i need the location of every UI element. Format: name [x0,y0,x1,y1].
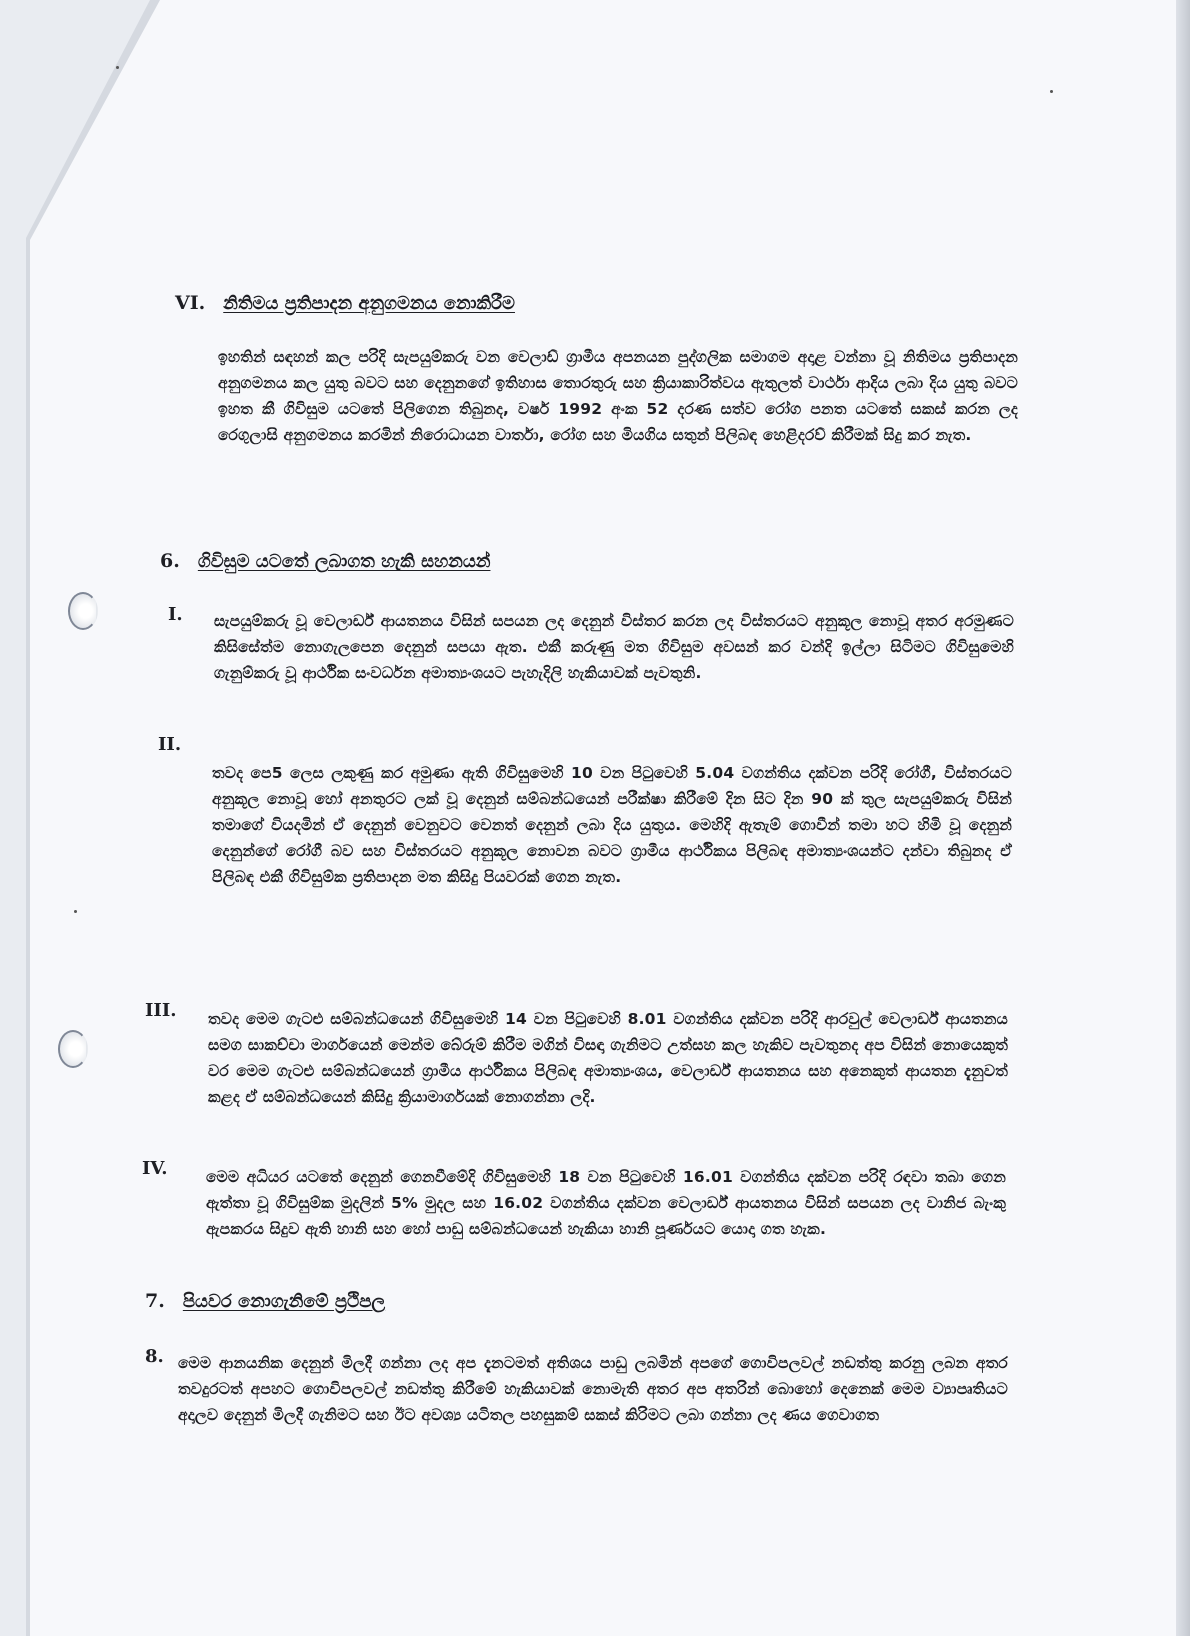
item-number: I. [168,604,183,625]
item-text: මෙම ආනයනික දෙනුන් මිලදී ගන්නා ලද අප දැනටමත් අතිශය පාඩු ලබමින් අපගේ ගොවිපලවල් නඩත්තු කරනු ලබන අතර තවදුරටත් අපහට ගොවිපලවල් නඩත්තු කිරීමේ හැකියාවක් නොමැති අතර අප අතරින් බොහෝ දෙනෙක් මෙම ව්‍යාපෘතියට අදාලව දෙනුන් මිලදී ගැනිමට සහ ඊට අවශ්‍ය යටිතල පහසුකම් සකස් කිරිමට ලබා ගන්නා ලද ණය ගෙවාගත [178,1354,1008,1424]
section-vi-body: ඉහතින් සඳහන් කල පරිදි සැපයුම්කරු වන වෙලාඩ් ග්‍රාමීය අපනයන පුද්ගලික සමාගම අදාළ වන්නා වූ නිතිමය ප්‍රතිපාදන අනුගමනය කල යුතු බවට සහ දෙනුනගේ ඉතිහාස තොරතුරු සහ ක්‍රියාකාරිත්වය ඇතුලත් වාර්ථා ආදිය ලබා දිය යුතු බවට ඉහත කී ගිවිසුම යටතේ පිලිගෙන තිබුනද, වර්ෂ 1992 අංක 52 දරණ සත්ව රෝග පනත යටතේ සකස් කරන ලද රෙගුලාසි අනුගමනය කරමින් නිරොධායන වාර්තා, රෝග සහ මියගිය සතුන් පිලිබඳ හෙළිදරව් කිරීමක් සිදු කර නැත. [218,348,1018,444]
scan-speck [1050,90,1053,93]
section-6-heading [160,550,490,573]
section-vi-heading [175,292,515,315]
item-number: 8. [145,1346,164,1367]
item-number: II. [158,734,182,755]
section-title: ගිවිසුම යටතේ ලබාගත හැකි සහනයන් [197,551,491,572]
section-7-heading [145,1290,385,1313]
item-number: IV. [142,1158,168,1179]
scan-speck [74,910,77,913]
item-text: සැපයුම්කරු වූ වෙලාර්ඩ් ආයතනය විසින් සපයන ලද දෙනුන් විස්තර කරන ලද විස්තරයට අනුකූල නොවූ අතර අරමුණට කිසිසේත්ම නොගැලපෙන දෙනුන් සපයා ඇත. එකී කරුණු මත ගිවිසුම අවසන් කර වන්දි ඉල්ලා සිටිමට ගිවිසුමෙහි ගැනුම්කරු වූ ආර්ථික සංවර්ධන අමාත්‍යංශයට පැහැදිලි හැකියාවක් පැවතුනි. [214,612,1014,682]
punch-hole [68,592,98,630]
item-text: තවද මෙම ගැටළු සම්බන්ධයෙන් ගිවිසුමෙහි 14 වන පිටුවෙහි 8.01 වගන්තිය දක්වන පරිදි ආරවුල් වෙලාර්ඩ් ආයතනය සමග සාකච්චා මාර්ගයෙන් මෙන්ම බේරුම් කිරීම මගින් විසඳා ගැනිමට උත්සහ කල හැකිව පැවතුනද අප විසින් නොයෙකුත් වර මෙම ගැටළු සම්බන්ධයෙන් ග්‍රාමීය ආර්ථිකය පිලිබඳ අමාත්‍යංශය, වෙලාර්ඩ් ආයතනය සහ අනෙකුත් ආයතන දැනුවත් කළද ඒ සම්බන්ධයෙන් කිසිදු ක්‍රියාමාර්ගයක් නොගන්නා ලදි. [208,1010,1008,1106]
section-number: 6. [160,550,180,572]
item-text: මෙම අධියර යටතේ දෙනුන් ගෙනවීමේදි ගිවිසුමෙහි 18 වන පිටුවෙහි 16.01 වගන්තිය දක්වන පරිදි රඳවා තබා ගෙන ඇත්තා වූ ගිවිසුම්ක මුදලින් 5% මුදල සහ 16.02 වගන්තිය දක්වන වෙලාර්ඩ් ආයතනය විසින් සපයන ලද වානිජ බැංකු ඇපකරය සිදුව ඇති හානි සහ හෝ පාඩු සම්බන්ධයෙන් හැකියා හානි පූර්ණයට යොදා ගත හැක. [206,1168,1006,1238]
section-number: 7. [145,1290,165,1312]
paper-edge [1176,0,1190,1636]
section-title: පියවර නොගැනිමේ ප්‍රථිපල [182,1291,386,1312]
scan-speck [116,66,119,69]
section-number: VI. [175,292,206,314]
item-text: තවද පෙ5 ලෙස ලකුණු කර අමුණා ඇති ගිවිසුමෙහි 10 වන පිටුවෙහි 5.04 වගන්තිය දක්වන පරිදි රෝගී, විස්තරයට අනුකූල නොවූ හෝ අනතුරට ලක් වූ දෙනුන් සම්බන්ධයෙන් පරීක්ෂා කිරීමේ දින සිට දින 90 ක් තුල සැපයුම්කරු විසින් තමාගේ වියදමින් ඒ දෙනුන් වෙනුවට වෙනත් දෙනුන් ලබා දිය යුතුය. මෙහිදි ඇතැම් ගොවීන් තමා හට හිමි වූ දෙනුන් දෙනුන්ගේ රෝගී බව සහ විස්තරයට අනුකූල නොවන බවට ග්‍රාමීය ආර්ථිකය පිලිබඳ අමාත්‍යංශයන්ට දන්වා තිබුනද ඒ පිලිබඳ එකී ගිවිසුම්ක ප්‍රතිපාදන මත කිසිදු පියවරක් ගෙන නැත. [212,764,1012,886]
punch-hole [58,1030,88,1068]
item-number: III. [145,1000,177,1021]
section-title: නිතිමය ප්‍රතිපාදන අනුගමනය නොකිරීම [223,293,515,314]
